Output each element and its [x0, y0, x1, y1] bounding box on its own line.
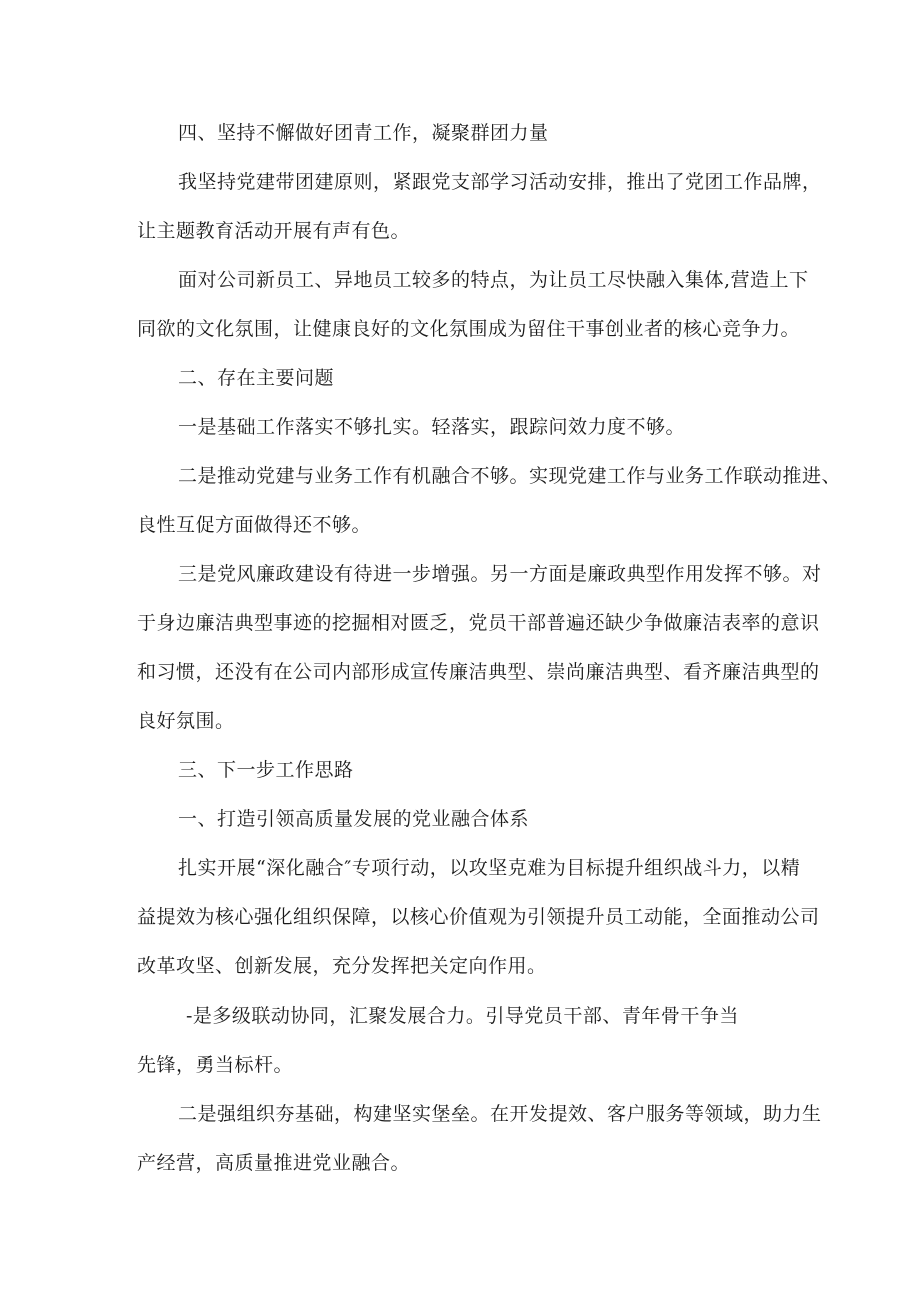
- paragraph-line: 让主题教育活动开展有声有色。: [137, 220, 411, 242]
- section-heading-four: 四、坚持不懈做好团青工作，凝聚群团力量: [178, 122, 549, 144]
- paragraph-line: 产经营，高质量推进党业融合。: [137, 1152, 411, 1174]
- paragraph-line: 和习惯，还没有在公司内部形成宣传廉洁典型、崇尚廉洁典型、看齐廉洁典型的: [137, 661, 820, 683]
- paragraph-line: 同欲的文化氛围，让健康良好的文化氛围成为留住干事创业者的核心竞争力。: [137, 318, 801, 340]
- paragraph-line: 我坚持党建带团建原则，紧跟党支部学习活动安排，推出了党团工作品牌，: [178, 171, 822, 193]
- paragraph-line: 良性互促方面做得还不够。: [137, 514, 372, 536]
- paragraph-line: 二是强组织夯基础，构建坚实堡垒。在开发提效、客户服务等领域，助力生: [178, 1103, 822, 1125]
- paragraph-line: 一是基础工作落实不够扎实。轻落实，跟踪问效力度不够。: [178, 416, 686, 438]
- paragraph-line: 于身边廉洁典型事迹的挖掘相对匮乏，党员干部普遍还缺少争做廉洁表率的意识: [137, 612, 820, 634]
- paragraph-line: 二是推动党建与业务工作有机融合不够。实现党建工作与业务工作联动推进、: [178, 465, 842, 487]
- subsection-heading: 一、打造引领高质量发展的党业融合体系: [178, 808, 530, 830]
- paragraph-line: 先锋，勇当标杆。: [137, 1054, 294, 1076]
- paragraph-line: 良好氛围。: [137, 710, 235, 732]
- section-heading-three: 三、下一步工作思路: [178, 759, 354, 781]
- paragraph-line: -是多级联动协同，汇聚发展合力。引导党员干部、青年骨干争当: [186, 1005, 739, 1027]
- section-heading-two: 二、存在主要问题: [178, 367, 335, 389]
- paragraph-line: 三是党风廉政建设有待进一步增强。另一方面是廉政典型作用发挥不够。对: [178, 563, 822, 585]
- paragraph-line: 面对公司新员工、异地员工较多的特点，为让员工尽快融入集体,营造上下: [178, 269, 809, 291]
- paragraph-line: 改革攻坚、创新发展，充分发挥把关定向作用。: [137, 955, 547, 977]
- paragraph-line: 扎实开展“深化融合″专项行动，以攻坚克难为目标提升组织战斗力，以精: [178, 857, 801, 879]
- paragraph-line: 益提效为核心强化组织保障，以核心价值观为引领提升员工动能，全面推动公司: [137, 906, 820, 928]
